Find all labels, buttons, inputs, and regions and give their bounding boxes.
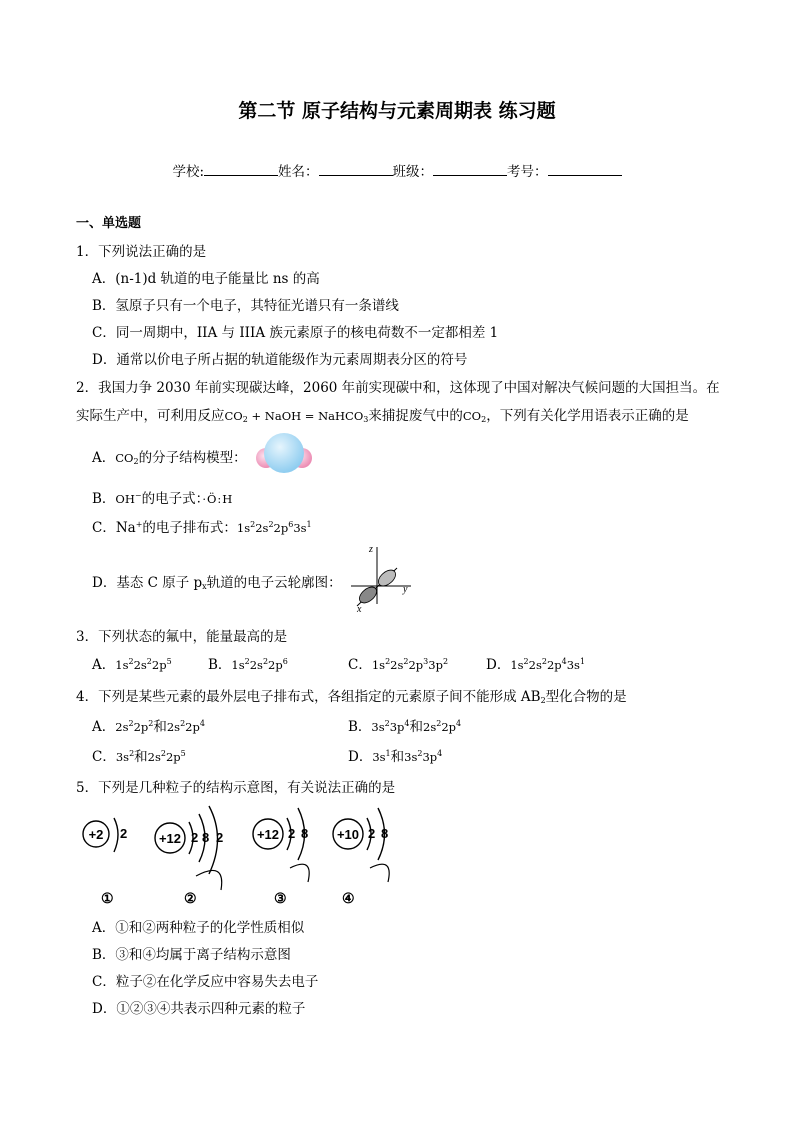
reaction-equation: $CO_2$ + NaOH = NaHCO$_3$ [224, 409, 369, 424]
atom3-shell1: 2 [288, 826, 296, 841]
q2-option-b[interactable] [92, 487, 233, 507]
q3-stem: 3．下列状态的氟中，能量最高的是 [76, 629, 288, 645]
atom4-label: ④ [342, 890, 355, 906]
y-axis-label: y [403, 584, 408, 595]
exam-no-label: 考号： [507, 164, 548, 180]
q4-option-d[interactable]: D．$3s^1$和$3s^23p^4$ [348, 749, 443, 765]
co2-formula: $CO_2$ [462, 409, 487, 424]
q3-a-prefix: A． [92, 657, 116, 673]
section-heading: 一、单选题 [76, 216, 142, 231]
q3-c-prefix: C． [348, 657, 372, 673]
q3-option-c[interactable]: C．$1s^22s^22p^33p^2$ [348, 657, 449, 673]
q5-option-d[interactable]: D．①②③④共表示四种元素的粒子 [92, 1001, 306, 1017]
q1-option-b[interactable]: B．氢原子只有一个电子，其特征光谱只有一条谱线 [92, 298, 399, 314]
q4-a-and: 和 [153, 719, 167, 735]
q4-stem-b: 型化合物的是 [545, 689, 627, 705]
q1-option-a[interactable]: A．(n-1)d 轨道的电子能量比 ns 的高 [92, 271, 320, 287]
q2-stem-text-c: ，下列有关化学用语表示正确的是 [486, 408, 689, 424]
school-blank[interactable] [204, 163, 278, 176]
q3-option-a[interactable]: A．$1s^22s^22p^5$ [92, 657, 172, 673]
co2-label: $CO_2$ [115, 451, 139, 466]
q2-d-text-a: D．基态 C 原子 p [92, 575, 203, 591]
atom4-nucleus: +10 [336, 827, 360, 842]
atom1-label: ① [101, 890, 114, 906]
q5-option-b[interactable]: B．③和④均属于离子结构示意图 [92, 947, 291, 963]
q1-option-c[interactable]: C．同一周期中，IIA 与 IIIA 族元素原子的核电荷数不一定都相差 1 [92, 325, 499, 341]
q4-d-prefix: D． [348, 749, 373, 765]
atom-diagram-1 [83, 818, 127, 906]
atom2-shell1: 2 [191, 830, 199, 845]
q2-option-c[interactable]: C．Na+的电子排布式：$1s^22s^22p^63s^1$ [92, 520, 312, 536]
na-config: $1s^22s^22p^63s^1$ [236, 520, 312, 535]
q2-option-d[interactable]: D．基态 C 原子 $p_x$轨道的电子云轮廓图： [92, 575, 342, 591]
q4-option-a[interactable]: A．$2s^22p^2$和$2s^22p^4$ [92, 719, 205, 735]
q5-option-c[interactable]: C．粒子②在化学反应中容易失去电子 [92, 974, 319, 990]
name-blank[interactable] [319, 163, 393, 176]
oh-ion-label: OH− [115, 491, 142, 506]
q2-c-text: 的电子排布式： [142, 520, 237, 536]
q4-b-prefix: B． [348, 719, 372, 735]
school-label: 学校: [172, 164, 205, 180]
atom2-shell3: 2 [216, 830, 224, 845]
class-label: 班级： [392, 164, 434, 180]
atom4-shell1: 2 [368, 826, 376, 841]
q4-stem: 4．下列是某些元素的最外层电子排布式，各组指定的元素原子间不能形成 $AB_2$型化合物的是 [76, 689, 627, 705]
q2-stem-text-b: 来捕捉废气中的 [368, 408, 463, 424]
q4-c-prefix: C． [92, 749, 116, 765]
q2-a-prefix: A． [92, 450, 116, 466]
atom1-nucleus: +2 [88, 827, 104, 842]
q4-a-prefix: A． [92, 719, 116, 735]
q2-c-prefix: C．Na [92, 520, 136, 536]
name-label: 姓名： [278, 164, 319, 180]
q4-option-b[interactable]: B．$3s^23p^4$和$2s^22p^4$ [348, 719, 462, 735]
q4-b-and: 和 [409, 719, 424, 735]
student-info-line [0, 160, 794, 180]
atom2-label: ② [184, 890, 197, 906]
x-axis-label: x [357, 604, 362, 615]
atom4-shell2: 8 [381, 826, 389, 841]
q2-stem-line1: 2．我国力争 2030 年前实现碳达峰，2060 年前实现碳中和，这体现了中国对解决气候问题的大国担当。在 [76, 380, 720, 396]
z-axis-label: z [369, 544, 373, 555]
q2-b-prefix: B． [92, 491, 116, 507]
atom-structure-diagrams [76, 800, 396, 910]
co2-molecule-model [255, 430, 315, 476]
atom3-shell2: 8 [301, 826, 309, 841]
exam-no-blank[interactable] [548, 163, 622, 176]
q3-option-b[interactable]: B．$1s^22s^22p^6$ [208, 657, 288, 673]
q3-b-prefix: B． [208, 657, 232, 673]
q2-a-text: 的分子结构模型： [138, 450, 247, 466]
q3-option-d[interactable]: D．$1s^22s^22p^43s^1$ [486, 657, 586, 673]
carbon-atom [264, 433, 304, 473]
q5-stem: 5．下列是几种粒子的结构示意图，有关说法正确的是 [76, 780, 396, 796]
q2-stem-text-a: 实际生产中，可利用反应 [76, 408, 225, 424]
px-orbital-diagram [345, 542, 415, 615]
q2-stem-line2 [76, 404, 689, 424]
atom3-nucleus: +12 [256, 827, 280, 842]
page-title: 第二节 原子结构与元素周期表 练习题 [238, 100, 556, 122]
atom1-shell1: 2 [120, 826, 128, 841]
q2-b-text: 的电子式： [141, 491, 203, 507]
q5-option-a[interactable]: A．①和②两种粒子的化学性质相似 [92, 920, 305, 936]
atom2-nucleus: +12 [158, 831, 182, 846]
electron-formula: ·Ö:H [202, 492, 234, 506]
class-blank[interactable] [433, 163, 507, 176]
q2-option-a[interactable] [92, 446, 247, 466]
q3-d-prefix: D． [486, 657, 511, 673]
q4-stem-a: 4．下列是某些元素的最外层电子排布式，各组指定的元素原子间不能形成 AB [76, 689, 541, 705]
atom2-shell2: 8 [202, 830, 210, 845]
atom-diagram-3 [253, 808, 309, 906]
q1-option-d[interactable]: D．通常以价电子所占据的轨道能级作为元素周期表分区的符号 [92, 352, 468, 368]
q1-stem: 1．下列说法正确的是 [76, 244, 207, 260]
atom-diagram-4 [333, 808, 389, 906]
q4-option-c[interactable]: C．$3s^2$和$2s^22p^5$ [92, 749, 186, 765]
atom-diagram-2 [155, 806, 223, 906]
q4-c-and: 和 [134, 749, 148, 765]
atom3-label: ③ [274, 890, 287, 906]
q2-d-text-b: 轨道的电子云轮廓图： [206, 575, 342, 591]
q4-d-and: 和 [390, 749, 405, 765]
